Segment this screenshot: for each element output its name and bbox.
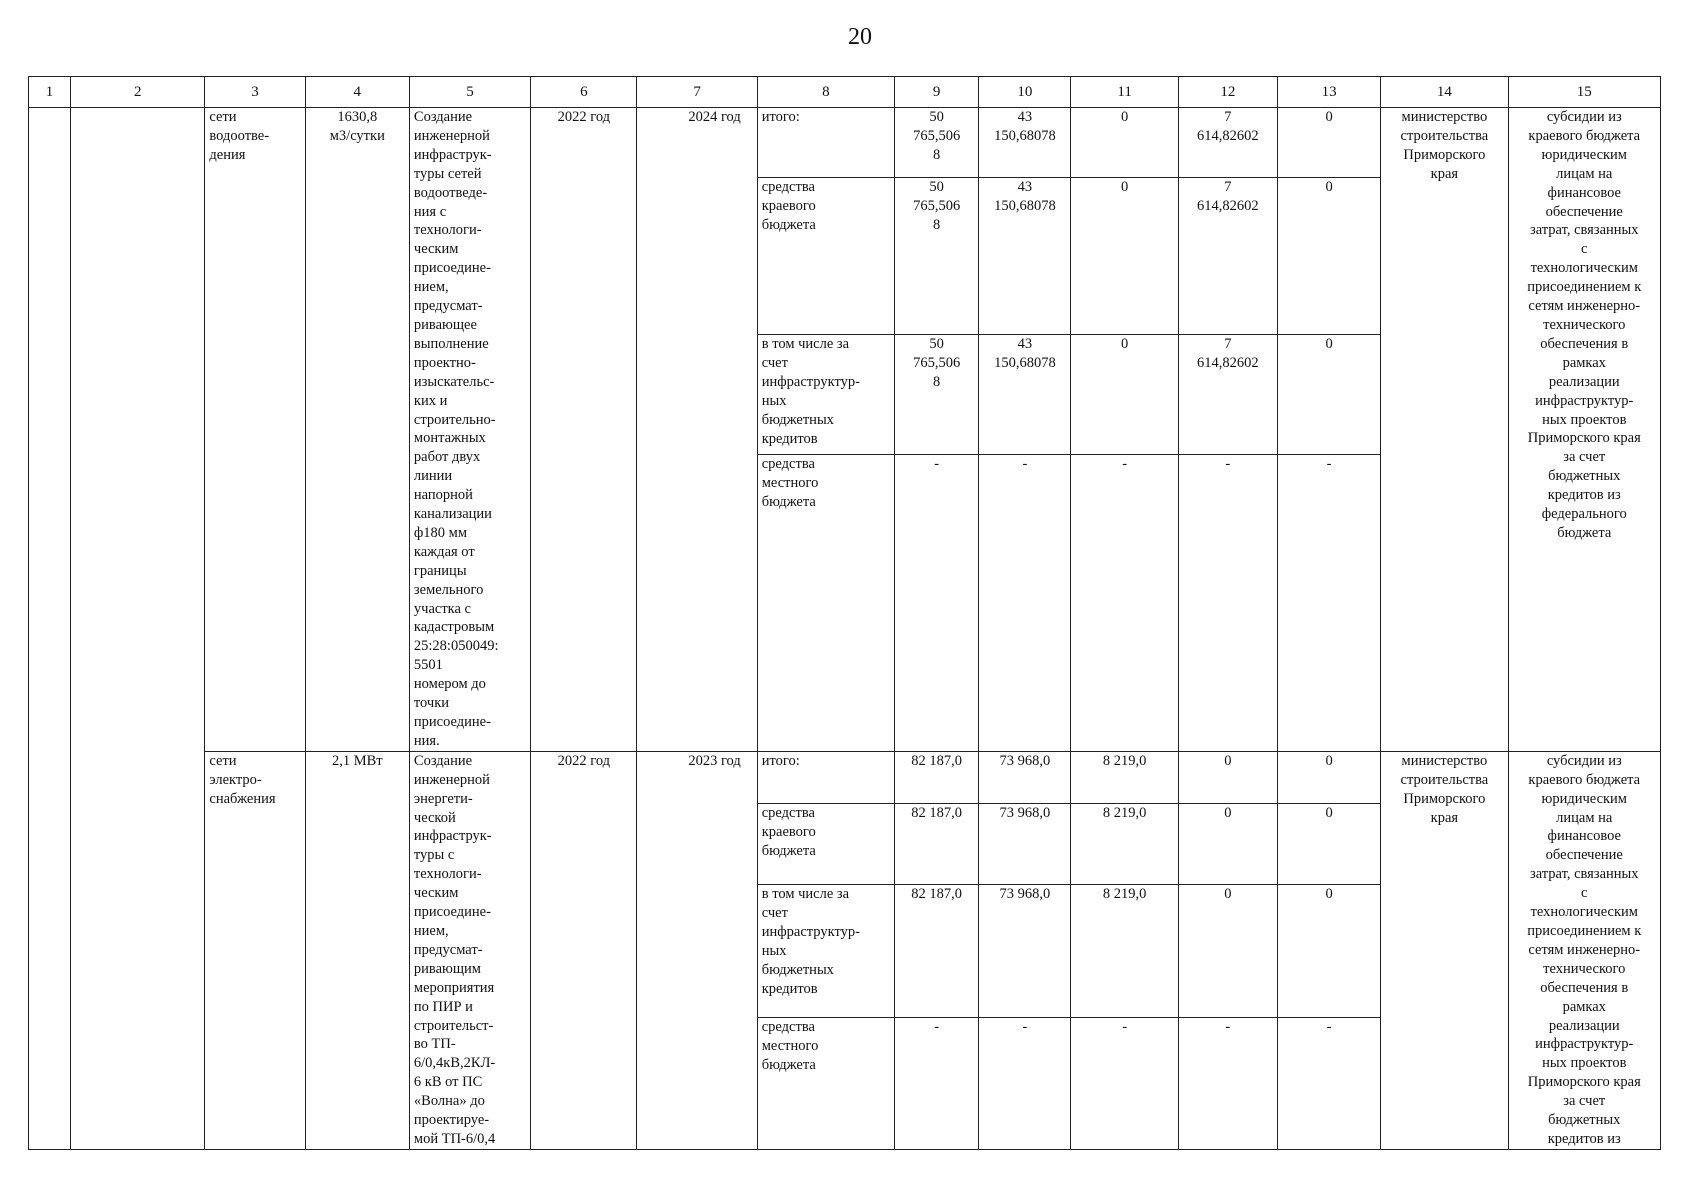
text-line: 6/0,4кВ,2КЛ- <box>413 1055 496 1072</box>
text-line: затрат, связанных <box>1529 866 1639 883</box>
text-line: субсидии из <box>1546 109 1622 125</box>
text-line: юридическим <box>1541 146 1627 163</box>
text-line: 0 <box>1325 805 1333 822</box>
text-line: ривающим <box>413 960 481 977</box>
text-line: 765,506 <box>913 355 961 371</box>
text-line: технологическим <box>1530 260 1638 277</box>
text-line: туры сетей <box>413 165 482 182</box>
text-line: проектируе- <box>413 1112 490 1129</box>
text-line: рамках <box>1562 998 1606 1015</box>
text-line: технического <box>1543 316 1626 333</box>
text-line: работ двух <box>413 449 481 466</box>
text-line: «Волна» до <box>413 1093 485 1110</box>
text-line: 6 кВ от ПС <box>413 1074 483 1091</box>
col-header: 1 <box>29 77 71 108</box>
col-header: 3 <box>205 77 305 108</box>
text-line: инфраструктур- <box>1535 1036 1634 1053</box>
text-line: присоедине- <box>413 260 491 277</box>
text-line: ных <box>761 943 787 960</box>
value-cell <box>1071 454 1178 751</box>
text-line: Приморского <box>1403 790 1486 807</box>
text-line: затрат, связанных <box>1529 222 1639 239</box>
text-line: точки <box>413 695 450 712</box>
object-name-cell <box>205 751 305 1149</box>
col-header: 7 <box>637 77 757 108</box>
text-line: - <box>1022 1019 1028 1036</box>
text-line: реализации <box>1548 1017 1620 1034</box>
text-line: края <box>1430 809 1459 826</box>
value-cell <box>895 335 979 455</box>
text-line: 614,82602 <box>1197 355 1259 371</box>
cell-col2 <box>71 108 205 1150</box>
text-line: местного <box>761 1038 819 1055</box>
table-row <box>29 751 1661 804</box>
text-line: 8 <box>933 146 941 163</box>
text-line: 150,68078 <box>994 197 1056 214</box>
text-line: технологи- <box>413 866 482 883</box>
text-line: дения <box>209 146 246 163</box>
funding-source-cell <box>1508 108 1660 752</box>
text-line: 0 <box>1325 752 1333 769</box>
text-line: бюджета <box>1557 524 1612 541</box>
text-line: - <box>934 455 940 472</box>
text-line: итого: <box>761 752 800 769</box>
funding-label-cell <box>757 804 894 885</box>
value-cell <box>1277 335 1380 455</box>
value-cell <box>1277 454 1380 751</box>
text-line: инженерной <box>413 771 490 788</box>
text-line: 150,68078 <box>994 127 1056 144</box>
text-line: 7 <box>1224 109 1232 125</box>
column-number-row <box>29 77 1661 108</box>
text-line: за счет <box>1563 449 1606 466</box>
text-line: 0 <box>1325 886 1333 903</box>
text-line: 0 <box>1325 336 1333 353</box>
col-header: 11 <box>1071 77 1178 108</box>
col-header: 2 <box>71 77 205 108</box>
text-line: Приморского края <box>1527 430 1641 447</box>
text-line: 43 <box>1017 109 1033 125</box>
text-line: 25:28:050049: <box>413 638 499 655</box>
text-line: 50 <box>929 336 944 353</box>
text-line: ния. <box>413 732 440 749</box>
text-line: во ТП- <box>413 1036 456 1053</box>
text-line: министерство <box>1401 752 1488 769</box>
text-line: 8 <box>933 373 941 390</box>
col-header: 12 <box>1178 77 1277 108</box>
text-line: каждая от <box>413 543 475 560</box>
text-line: 614,82602 <box>1197 127 1259 144</box>
value-cell <box>1277 804 1380 885</box>
text-line: ных <box>761 392 787 409</box>
value-cell <box>1071 751 1178 804</box>
text-line: 8 219,0 <box>1102 752 1147 769</box>
text-line: ческим <box>413 241 459 258</box>
text-line: технологическим <box>1530 904 1638 921</box>
text-line: предусмат- <box>413 298 483 315</box>
text-line: лицам на <box>1556 165 1613 182</box>
text-line: - <box>1122 1019 1128 1036</box>
start-year-cell: 2022 год <box>531 108 637 752</box>
text-line: 0 <box>1325 109 1333 125</box>
value-cell <box>895 751 979 804</box>
col-header: 15 <box>1508 77 1660 108</box>
text-line: федерального <box>1541 506 1627 523</box>
text-line: субсидии из <box>1546 752 1622 769</box>
text-line: бюджетных <box>1548 468 1621 485</box>
text-line: краевого <box>761 197 816 214</box>
text-line: 0 <box>1224 805 1232 822</box>
text-line: 8 219,0 <box>1102 886 1147 903</box>
value-cell <box>895 454 979 751</box>
text-line: ких и <box>413 392 448 409</box>
value-cell <box>895 177 979 334</box>
value-cell <box>979 108 1071 178</box>
text-line: бюджетных <box>761 411 834 428</box>
text-line: - <box>1326 455 1332 472</box>
col-header: 6 <box>531 77 637 108</box>
text-line: 5501 <box>413 657 443 674</box>
value-cell <box>1178 751 1277 804</box>
col-header: 4 <box>305 77 409 108</box>
value-cell <box>1071 1018 1178 1150</box>
text-line: кадастровым <box>413 619 495 636</box>
value-cell <box>979 335 1071 455</box>
value-cell <box>1277 108 1380 178</box>
text-line: монтажных <box>413 430 486 447</box>
text-line: бюджета <box>761 493 816 510</box>
value-cell <box>1178 885 1277 1018</box>
text-line: кредитов <box>761 430 818 447</box>
text-line: - <box>934 1019 940 1036</box>
text-line: обеспечения в <box>1540 335 1629 352</box>
text-line: Создание <box>413 752 473 769</box>
cell-col1 <box>29 108 71 1150</box>
text-line: снабжения <box>209 790 276 807</box>
value-cell <box>1277 751 1380 804</box>
text-line: обеспечение <box>1545 203 1623 220</box>
text-line: бюджета <box>761 216 816 233</box>
value-cell <box>979 751 1071 804</box>
text-line: строительства <box>1400 771 1489 788</box>
text-line: мероприятия <box>413 979 495 996</box>
value-cell <box>1178 177 1277 334</box>
value-cell <box>1277 1018 1380 1150</box>
text-line: обеспечение <box>1545 847 1623 864</box>
responsible-cell <box>1381 108 1508 752</box>
start-year-cell: 2022 год <box>531 751 637 1149</box>
value-cell <box>1178 108 1277 178</box>
text-line: средства <box>761 805 815 822</box>
value-cell <box>1071 108 1178 178</box>
text-line: туры с <box>413 847 455 864</box>
text-line: нием, <box>413 279 449 296</box>
value-cell <box>979 454 1071 751</box>
text-line: инфраструк- <box>413 146 492 163</box>
text-line: 765,506 <box>913 127 961 144</box>
text-line: края <box>1430 165 1459 182</box>
text-line: проектно- <box>413 354 476 371</box>
end-year-cell: 2024 год <box>637 108 757 752</box>
value-cell <box>979 177 1071 334</box>
text-line: ривающее <box>413 316 477 333</box>
text-line: краевого бюджета <box>1528 771 1641 788</box>
text-line: 765,506 <box>913 197 961 214</box>
description-cell <box>409 108 530 752</box>
text-line: 1630,8 <box>337 109 378 125</box>
col-header: 9 <box>895 77 979 108</box>
text-line: водоотве- <box>209 127 270 144</box>
text-line: 7 <box>1224 178 1232 195</box>
value-cell <box>895 108 979 178</box>
text-line: Создание <box>413 109 473 125</box>
text-line: средства <box>761 455 815 472</box>
funding-source-cell <box>1508 751 1660 1149</box>
value-cell <box>895 1018 979 1150</box>
value-cell <box>1277 885 1380 1018</box>
text-line: рамках <box>1562 354 1606 371</box>
object-name-cell <box>205 108 305 752</box>
text-line: инфраструктур- <box>1535 392 1634 409</box>
funding-label-cell <box>757 177 894 334</box>
text-line: - <box>1122 455 1128 472</box>
text-line: выполнение <box>413 335 489 352</box>
text-line: в том числе за <box>761 886 850 903</box>
text-line: кредитов из <box>1547 487 1621 504</box>
text-line: бюджетных <box>761 962 834 979</box>
text-line: строительст- <box>413 1017 494 1034</box>
text-line: номером до <box>413 676 486 693</box>
text-line: краевого <box>761 824 816 841</box>
text-line: 82 187,0 <box>911 886 963 903</box>
text-line: министерство <box>1401 109 1488 125</box>
text-line: итого: <box>761 109 800 125</box>
responsible-cell <box>1381 751 1508 1149</box>
text-line: водоотведе- <box>413 184 488 201</box>
text-line: сети <box>209 752 237 769</box>
text-line: 50 <box>929 178 944 195</box>
text-line: инфраструк- <box>413 828 492 845</box>
text-line: бюджета <box>761 843 816 860</box>
capacity-cell <box>305 108 409 752</box>
text-line: участка с <box>413 600 471 617</box>
text-line: - <box>1326 1019 1332 1036</box>
program-table <box>28 76 1661 1150</box>
text-line: с <box>1581 241 1588 258</box>
text-line: обеспечения в <box>1540 979 1629 996</box>
funding-label-cell <box>757 885 894 1018</box>
text-line: Приморского <box>1403 146 1486 163</box>
value-cell <box>1071 804 1178 885</box>
text-line: средства <box>761 1019 815 1036</box>
text-line: 73 968,0 <box>999 886 1051 903</box>
text-line: присоединением к <box>1527 279 1642 296</box>
value-cell <box>1071 885 1178 1018</box>
text-line: границы <box>413 562 467 579</box>
text-line: с <box>1581 885 1588 902</box>
text-line: 0 <box>1120 109 1129 125</box>
col-header: 10 <box>979 77 1071 108</box>
col-header: 8 <box>757 77 894 108</box>
text-line: электро- <box>209 771 262 788</box>
text-line: местного <box>761 474 819 491</box>
text-line: - <box>1225 1019 1231 1036</box>
text-line: за счет <box>1563 1093 1606 1110</box>
page-number: 20 <box>848 24 872 50</box>
text-line: 150,68078 <box>994 355 1056 371</box>
value-cell <box>1178 335 1277 455</box>
text-line: 0 <box>1120 178 1129 195</box>
text-line: м3/сутки <box>329 127 385 144</box>
text-line: 8 <box>933 216 941 233</box>
table-row <box>29 108 1661 178</box>
value-cell <box>979 804 1071 885</box>
text-line: строительно- <box>413 411 496 428</box>
text-line: изыскательс- <box>413 373 495 390</box>
text-line: 43 <box>1017 178 1033 195</box>
funding-label-cell <box>757 454 894 751</box>
value-cell <box>979 885 1071 1018</box>
text-line: земельного <box>413 581 484 598</box>
text-line: линии <box>413 468 453 485</box>
text-line: ных проектов <box>1542 411 1627 428</box>
text-line: сети <box>209 109 237 125</box>
text-line: 7 <box>1224 336 1232 353</box>
value-cell <box>1178 454 1277 751</box>
text-line: краевого бюджета <box>1528 127 1641 144</box>
text-line: 0 <box>1224 752 1232 769</box>
value-cell <box>895 804 979 885</box>
text-line: - <box>1225 455 1231 472</box>
funding-label-cell <box>757 108 894 178</box>
text-line: 82 187,0 <box>911 752 963 769</box>
text-line: бюджета <box>761 1056 816 1073</box>
text-line: Приморского края <box>1527 1074 1641 1091</box>
text-line: ческим <box>413 885 459 902</box>
text-line: юридическим <box>1541 790 1627 807</box>
col-header: 13 <box>1277 77 1380 108</box>
text-line: мой ТП-6/0,4 <box>413 1130 496 1147</box>
text-line: по ПИР и <box>413 998 473 1015</box>
text-line: инфраструктур- <box>761 924 860 941</box>
text-line: 0 <box>1224 886 1232 903</box>
text-line: инфраструктур- <box>761 373 860 390</box>
text-line: ческой <box>413 809 456 826</box>
text-line: 8 219,0 <box>1102 805 1147 822</box>
text-line: ния с <box>413 203 447 220</box>
text-line: бюджетных <box>1548 1112 1621 1129</box>
text-line: счет <box>761 905 788 922</box>
value-cell <box>1277 177 1380 334</box>
text-line: инженерной <box>413 127 490 144</box>
text-line: в том числе за <box>761 336 850 353</box>
funding-label-cell <box>757 751 894 804</box>
text-line: присоедине- <box>413 904 491 921</box>
text-line: финансовое <box>1547 184 1621 201</box>
text-line: присоединением к <box>1527 922 1642 939</box>
text-line: 73 968,0 <box>999 752 1051 769</box>
text-line: 0 <box>1325 178 1333 195</box>
capacity-cell <box>305 751 409 1149</box>
text-line: реализации <box>1548 373 1620 390</box>
text-line: энергети- <box>413 790 473 807</box>
value-cell <box>1178 1018 1277 1150</box>
value-cell <box>979 1018 1071 1150</box>
text-line: сетям инженерно- <box>1528 941 1641 958</box>
text-line: - <box>1022 455 1028 472</box>
funding-label-cell <box>757 335 894 455</box>
text-line: счет <box>761 355 788 371</box>
text-line: предусмат- <box>413 941 483 958</box>
text-line: кредитов <box>761 981 818 998</box>
text-line: лицам на <box>1556 809 1613 826</box>
text-line: финансовое <box>1547 828 1621 845</box>
text-line: 0 <box>1120 336 1129 353</box>
text-line: 2,1 МВт <box>331 752 383 769</box>
text-line: напорной <box>413 487 473 504</box>
col-header: 5 <box>409 77 530 108</box>
text-line: 82 187,0 <box>911 805 963 822</box>
funding-label-cell <box>757 1018 894 1150</box>
text-line: ных проектов <box>1542 1055 1627 1072</box>
text-line: строительства <box>1400 127 1489 144</box>
text-line: нием, <box>413 922 449 939</box>
text-line: 614,82602 <box>1197 197 1259 214</box>
text-line: 43 <box>1017 336 1033 353</box>
value-cell <box>1071 335 1178 455</box>
text-line: присоедине- <box>413 714 491 730</box>
text-line: средства <box>761 178 815 195</box>
text-line: 73 968,0 <box>999 805 1051 822</box>
text-line: технического <box>1543 960 1626 977</box>
text-line: 50 <box>929 109 944 125</box>
text-line: кредитов из <box>1547 1130 1621 1147</box>
value-cell <box>1071 177 1178 334</box>
value-cell <box>1178 804 1277 885</box>
text-line: канализации <box>413 506 492 523</box>
end-year-cell: 2023 год <box>637 751 757 1149</box>
value-cell <box>895 885 979 1018</box>
text-line: технологи- <box>413 222 482 239</box>
col-header: 14 <box>1381 77 1508 108</box>
text-line: сетям инженерно- <box>1528 298 1641 315</box>
text-line: ф180 мм <box>413 524 468 541</box>
description-cell <box>409 751 530 1149</box>
